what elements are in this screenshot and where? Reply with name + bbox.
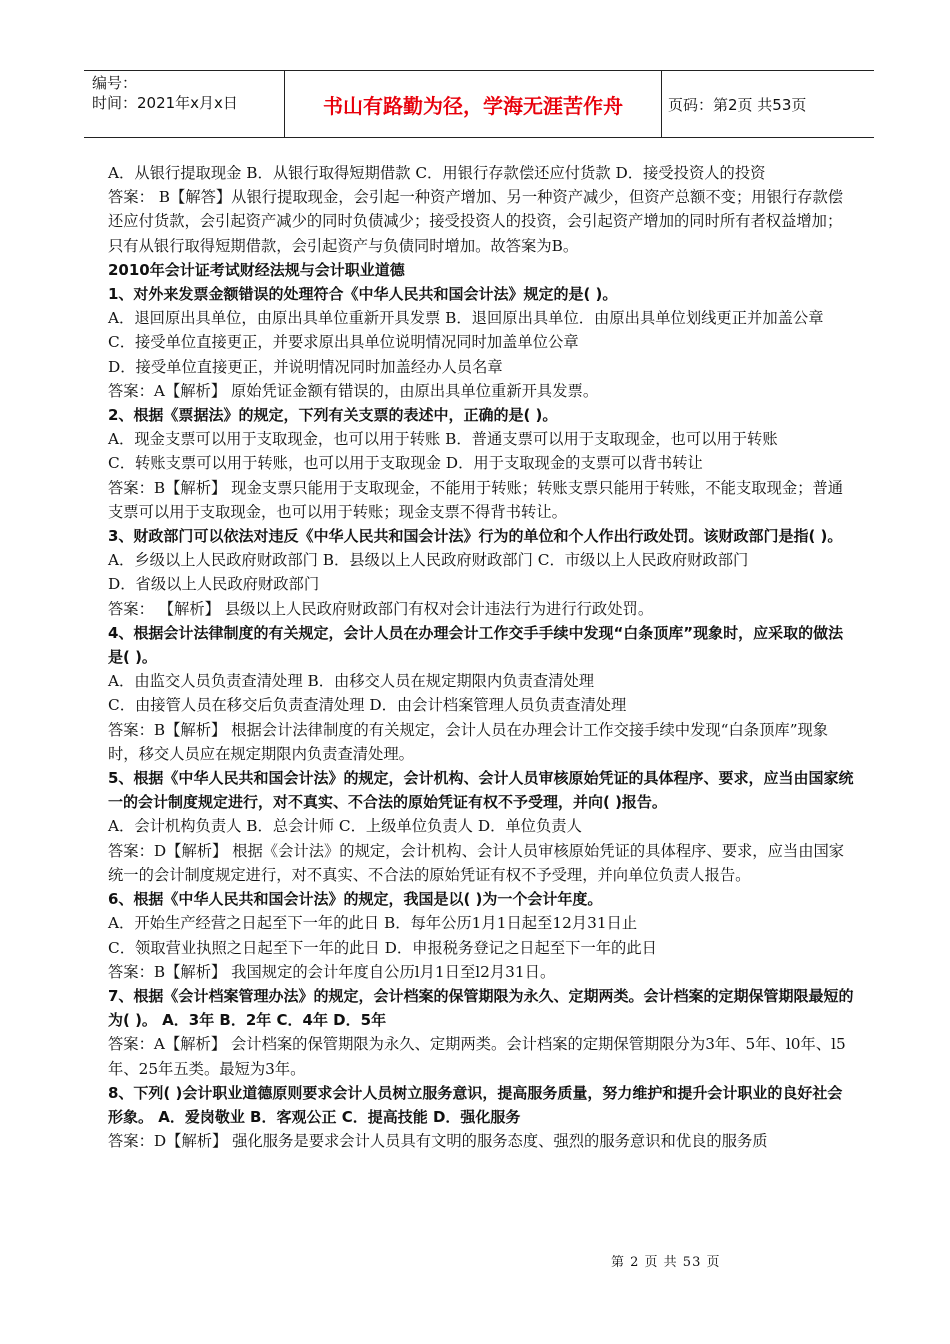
paragraph: 答案：B【解析】 现金支票只能用于支取现金，不能用于转账；转账支票只能用于转账，不能支取现金；普通支票可以用于支取现金，也可以用于转账；现金支票不得背书转让。: [108, 478, 844, 521]
question-text: 2010年会计证考试财经法规与会计职业道德: [108, 260, 405, 279]
paragraph: 答案：B【解析】 我国规定的会计年度自公历l月1日至l2月31日。: [108, 962, 556, 981]
paragraph: C．转账支票可以用于转账，也可以用于支取现金 D．用于支取现金的支票可以背书转让: [108, 454, 703, 473]
paragraph: 答案：D【解析】 根据《会计法》的规定，会计机构、会计人员审核原始凭证的具体程序、要求，应当由国家统一的会计制度规定进行，对不真实、不合法的原始凭证有权不予受理，并向单位负责人报告。: [108, 841, 845, 884]
header-page-number: 页码：第2页 共53页: [668, 95, 807, 114]
paragraph: C．由接管人员在移交后负责查清处理 D．由会计档案管理人员负责查清处理: [108, 696, 627, 715]
paragraph: 答案：B【解析】 根据会计法律制度的有关规定，会计人员在办理会计工作交接手续中发现“白条顶库”现象时，移交人员应在规定期限内负责查清处理。: [108, 720, 829, 763]
paragraph: C．领取营业执照之日起至下一年的此日 D．申报税务登记之日起至下一年的此日: [108, 938, 657, 957]
paragraph: 答案： 【解析】 县级以上人民政府财政部门有权对会计违法行为进行行政处罚。: [108, 599, 654, 618]
paragraph: 答案：A【解析】 会计档案的保管期限为永久、定期两类。会计档案的定期保管期限分为3年、5年、l0年、l5年、25年五类。最短为3年。: [108, 1035, 846, 1078]
question-text: 7、根据《会计档案管理办法》的规定，会计档案的保管期限为永久、定期两类。会计档案的定期保管期限最短的为( )。 A．3年 B．2年 C．4年 D．5年: [108, 986, 854, 1030]
question-text: 3、财政部门可以依法对违反《中华人民共和国会计法》行为的单位和个人作出行政处罚。该财政部门是指( )。: [108, 527, 843, 546]
question-text: 8、下列( )会计职业道德原则要求会计人员树立服务意识，提高服务质量，努力维护和提升会计职业的良好社会形象。 A．爱岗敬业 B．客观公正 C．提高技能 D．强化服务: [108, 1083, 843, 1126]
page-footer: 第 2 页 共 53 页: [611, 1255, 721, 1270]
paragraph: A．乡级以上人民政府财政部门 B．县级以上人民政府财政部门 C．市级以上人民政府财政部门: [108, 551, 749, 570]
paragraph: A．会计机构负责人 B．总会计师 C．上级单位负责人 D．单位负责人: [108, 817, 582, 836]
paragraph: A．开始生产经营之日起至下一年的此日 B．每年公历1月1日起至12月31日止: [108, 914, 638, 933]
paragraph: 答案：A【解析】 原始凭证金额有错误的，由原出具单位重新开具发票。: [108, 381, 599, 400]
paragraph: A．现金支票可以用于支取现金，也可以用于转账 B．普通支票可以用于支取现金，也可以用于转账: [108, 430, 778, 449]
paragraph: A．从银行提取现金 B．从银行取得短期借款 C．用银行存款偿还应付货款 D．接受投资人的投资: [108, 164, 766, 182]
paragraph: D．接受单位直接更正，并说明情况同时加盖经办人员名章: [108, 357, 503, 376]
paragraph: A．退回原出具单位，由原出具单位重新开具发票 B．退回原出具单位．由原出具单位划线更正并加盖公章 C．接受单位直接更正，并要求原出具单位说明情况同时加盖单位公章: [108, 309, 824, 352]
header-meta: [92, 71, 290, 139]
question-text: 5、根据《中华人民共和国会计法》的规定，会计机构、会计人员审核原始凭证的具体程序、要求，应当由国家统一的会计制度规定进行，对不真实、不合法的原始凭证有权不予受理，并向( )报告。: [108, 769, 854, 812]
paragraph: 答案：D【解析】 强化服务是要求会计人员具有文明的服务态度、强烈的服务意识和优良的服务质: [108, 1132, 768, 1151]
paragraph: A．由监交人员负责查清处理 B．由移交人员在规定期限内负责查清处理: [108, 672, 595, 691]
document-time-label: 时间：2021年x月x日: [92, 94, 238, 112]
document-body: [108, 161, 854, 1153]
paragraph: D．省级以上人民政府财政部门: [108, 575, 320, 594]
question-text: 1、对外来发票金额错误的处理符合《中华人民共和国会计法》规定的是( )。: [108, 285, 618, 304]
document-id-label: 编号：: [92, 74, 138, 92]
question-text: 2、根据《票据法》的规定，下列有关支票的表述中，正确的是( )。: [108, 406, 558, 425]
question-text: 6、根据《中华人民共和国会计法》的规定，我国是以( )为一个会计年度。: [108, 890, 603, 909]
question-text: 4、根据会计法律制度的有关规定，会计人员在办理会计工作交手手续中发现“白条顶库”现象时，应采取的做法是( )。: [108, 623, 844, 667]
paragraph: 答案： B【解答】从银行提取现金，会引起一种资产增加、另一种资产减少，但资产总额不变；用银行存款偿还应付货款，会引起资产减少的同时负债减少；接受投资人的投资，会引起资产增加的同时所有者权益增加；只有从银行取得短期借款，会引起资产与负债同时增加。故答案为B。: [108, 188, 844, 255]
page-header: [84, 70, 874, 138]
header-motto: 书山有路勤为径，学海无涯苦作舟: [284, 71, 662, 137]
